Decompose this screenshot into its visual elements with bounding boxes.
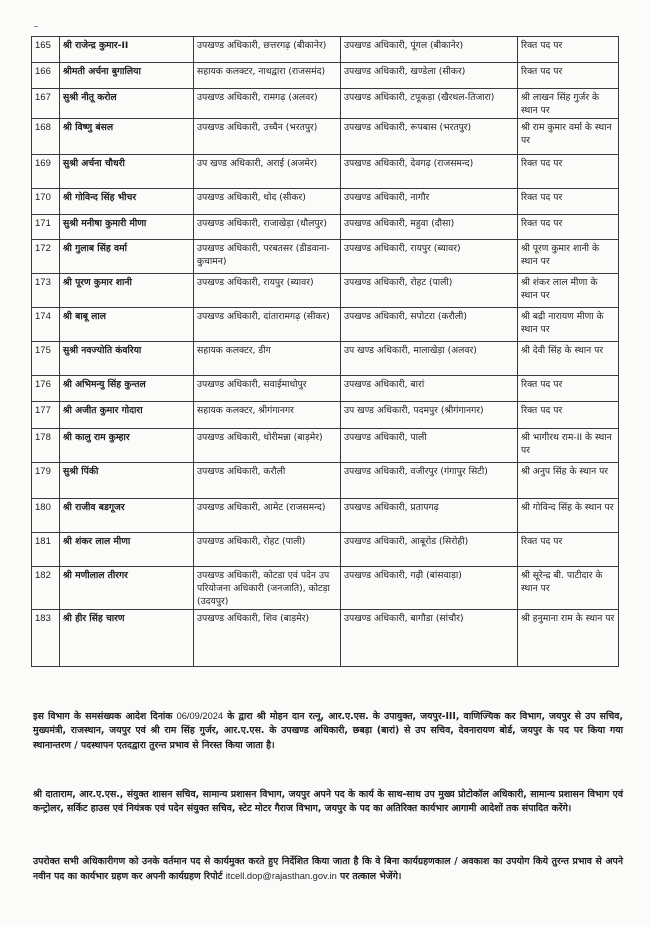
new-post-cell: उपखण्ड अधिकारी, बारां (341, 376, 518, 402)
table-row (32, 376, 619, 402)
current-post-cell: सहायक कलक्टर, श्रीगंगानगर (194, 402, 341, 429)
officer-name-cell: श्री गोविन्द सिंह भीचर (60, 189, 194, 215)
current-post-cell: उपखण्ड अधिकारी, रायपुर (ब्यावर) (194, 274, 341, 308)
new-post-cell: उपखण्ड अधिकारी, रूपबास (भरतपुर) (341, 119, 518, 155)
new-post-cell: उपखण्ड अधिकारी, सपोटरा (करौली) (341, 308, 518, 342)
table-row (32, 155, 619, 189)
new-post-cell: उपखण्ड अधिकारी, वजीरपुर (गंगापुर सिटी) (341, 463, 518, 499)
current-post-cell: उपखण्ड अधिकारी, परबतसर (डीडवाना-कुचामन) (194, 240, 341, 274)
officer-name-cell: श्री मणीलाल तीरगर (60, 567, 194, 610)
serial-number-cell: 173 (32, 274, 60, 308)
table-row (32, 240, 619, 274)
posting-remark-cell: श्री राम कुमार वर्मा के स्थान पर (518, 119, 619, 155)
serial-number-cell: 174 (32, 308, 60, 342)
current-post-cell: उपखण्ड अधिकारी, धोद (सीकर) (194, 189, 341, 215)
officer-name-cell: श्री बाबू लाल (60, 308, 194, 342)
new-post-cell: उपखण्ड अधिकारी, गढ़ी (बांसवाड़ा) (341, 567, 518, 610)
officer-name-cell: श्री पूरण कुमार शानी (60, 274, 194, 308)
new-post-cell: उपखण्ड अधिकारी, रायपुर (ब्यावर) (341, 240, 518, 274)
current-post-cell: उपखण्ड अधिकारी, छत्तरगढ़ (बीकानेर) (194, 37, 341, 63)
table-row (32, 89, 619, 119)
new-post-cell: उपखण्ड अधिकारी, प्रतापगढ़ (341, 499, 518, 533)
serial-number-cell: 170 (32, 189, 60, 215)
table-row (32, 274, 619, 308)
serial-number-cell: 178 (32, 429, 60, 463)
table-row (32, 610, 619, 667)
new-post-cell: उपखण्ड अधिकारी, पाली (341, 429, 518, 463)
current-post-cell: सहायक कलक्टर, नाथद्वारा (राजसमंद) (194, 63, 341, 89)
table-row (32, 402, 619, 429)
current-post-cell: उपखण्ड अधिकारी, आमेट (राजसमन्द) (194, 499, 341, 533)
table-row (32, 567, 619, 610)
posting-remark-cell: श्री अनुप सिंह के स्थान पर (518, 463, 619, 499)
current-post-cell: उपखण्ड अधिकारी, सवाईमाधोपुर (194, 376, 341, 402)
posting-remark-cell: श्री लाखन सिंह गुर्जर के स्थान पर (518, 89, 619, 119)
current-post-cell: उपखण्ड अधिकारी, रोहट (पाली) (194, 533, 341, 567)
posting-remark-cell: श्री बद्री नारायण मीणा के स्थान पर (518, 308, 619, 342)
report-email-link[interactable]: itcell.dop@rajasthan.gov.in (225, 871, 337, 882)
current-post-cell: उप खण्ड अधिकारी, अराई (अजमेर) (194, 155, 341, 189)
additional-charge-paragraph: श्री दाताराम, आर.ए.एस., संयुक्त शासन सचिव, सामान्य प्रशासन विभाग, जयपुर अपने पद के कार्य के साथ-साथ उप मुख्य प्रोटोकॉल अधिकारी, सामान्य प्रशासन विभाग एवं कन्ट्रोलर, सर्किट हाउस एवं नियंत्रक एवं पदेन संयुक्त सचिव, स्टेट मोटर गैराज विभाग, जयपुर के पद का अतिरिक्त कार्यभार आगामी आदेशों तक संपादित करेंगे। (33, 789, 623, 815)
serial-number-cell: 176 (32, 376, 60, 402)
officer-name-cell: श्री विष्णु बंसल (60, 119, 194, 155)
transfer-table-body (32, 37, 619, 667)
table-row (32, 215, 619, 240)
new-post-cell: उपखण्ड अधिकारी, आबूरोड (सिरोही) (341, 533, 518, 567)
officer-name-cell: श्री राजीव बडगूजर (60, 499, 194, 533)
table-row (32, 429, 619, 463)
serial-number-cell: 175 (32, 342, 60, 376)
transfer-table (31, 36, 619, 667)
new-post-cell: उपखण्ड अधिकारी, नागौर (341, 189, 518, 215)
posting-remark-cell: श्री देवी सिंह के स्थान पर (518, 342, 619, 376)
table-row (32, 342, 619, 376)
officer-name-cell: सुश्री पिंकी (60, 463, 194, 499)
officer-name-cell: सुश्री अर्चना चौधरी (60, 155, 194, 189)
new-post-cell: उपखण्ड अधिकारी, महुवा (दौसा) (341, 215, 518, 240)
posting-remark-cell: रिक्त पद पर (518, 402, 619, 429)
posting-remark-cell: रिक्त पद पर (518, 37, 619, 63)
new-post-cell: उपखण्ड अधिकारी, खण्डेला (सीकर) (341, 63, 518, 89)
current-post-cell: उपखण्ड अधिकारी, रामगढ़ (अलवर) (194, 89, 341, 119)
posting-remark-cell: रिक्त पद पर (518, 533, 619, 567)
relieving-text-start: उपरोक्त सभी अधिकारीगण को उनके वर्तमान पद से कार्यमुक्त करते हुए निर्देशित किया जाता है कि वे बिना कार्यग्रहणकाल / अवकाश का उपयोग किये तुरन्त प्रभाव से अपने नवीन पद का कार्यभार ग्रहण कर अपनी कार्यग्रहण रिपोर्ट (33, 856, 623, 883)
posting-remark-cell: रिक्त पद पर (518, 155, 619, 189)
serial-number-cell: 167 (32, 89, 60, 119)
cancellation-text-end: के द्वारा श्री मोहन दान रत्नू, आर.ए.एस. के उपायुक्त, जयपुर-III, वाणिज्यिक कर विभाग, जयपुर से उप सचिव, मुख्यमंत्री, राजस्थान, जयपुर एवं श्री राम सिंह गुर्जर, आर.ए.एस. के उपखण्ड अधिकारी, छबड़ा (बारां) से उप सचिव, देवनारायण बोर्ड, जयपुर के पद पर किया गया स्थानान्तरण / पदस्थापन एतदद्वारा तुरन्त प्रभाव से निरस्त किया जाता है। (33, 711, 623, 751)
serial-number-cell: 165 (32, 37, 60, 63)
table-row (32, 119, 619, 155)
table-row (32, 499, 619, 533)
officer-name-cell: श्री शंकर लाल मीणा (60, 533, 194, 567)
posting-remark-cell: रिक्त पद पर (518, 376, 619, 402)
officer-name-cell: श्री हीर सिंह चारण (60, 610, 194, 667)
posting-remark-cell: श्री पूरण कुमार शानी के स्थान पर (518, 240, 619, 274)
table-row (32, 533, 619, 567)
current-post-cell: उपखण्ड अधिकारी, उच्चैन (भरतपुर) (194, 119, 341, 155)
cancellation-text-start: इस विभाग के समसंख्यक आदेश दिनांक (33, 711, 173, 722)
posting-remark-cell: श्री शंकर लाल मीणा के स्थान पर (518, 274, 619, 308)
relieving-instruction-paragraph (33, 855, 623, 885)
posting-remark-cell: श्री सूरेन्द्र बी. पाटीदार के स्थान पर (518, 567, 619, 610)
current-post-cell: उपखण्ड अधिकारी, धोरीमन्ना (बाड़मेर) (194, 429, 341, 463)
new-post-cell: उप खण्ड अधिकारी, मालाखेड़ा (अलवर) (341, 342, 518, 376)
new-post-cell: उपखण्ड अधिकारी, टपूकड़ा (खैरथल-तिजारा) (341, 89, 518, 119)
table-row (32, 37, 619, 63)
officer-name-cell: सुश्री नवज्योति कंवरिया (60, 342, 194, 376)
serial-number-cell: 168 (32, 119, 60, 155)
table-row (32, 63, 619, 89)
scan-speck (34, 26, 38, 27)
new-post-cell: उप खण्ड अधिकारी, पदमपुर (श्रीगंगानगर) (341, 402, 518, 429)
officer-name-cell: सुश्री मनीषा कुमारी मीणा (60, 215, 194, 240)
posting-remark-cell: श्री गोविन्द सिंह के स्थान पर (518, 499, 619, 533)
serial-number-cell: 179 (32, 463, 60, 499)
serial-number-cell: 172 (32, 240, 60, 274)
posting-remark-cell: रिक्त पद पर (518, 215, 619, 240)
new-post-cell: उपखण्ड अधिकारी, बागौडा (सांचौर) (341, 610, 518, 667)
order-date: 06/09/2024 (176, 711, 224, 721)
current-post-cell: उपखण्ड अधिकारी, दांतारामगढ़ (सीकर) (194, 308, 341, 342)
current-post-cell: उपखण्ड अधिकारी, करौली (194, 463, 341, 499)
officer-name-cell: श्री कालु राम कुम्हार (60, 429, 194, 463)
posting-remark-cell: रिक्त पद पर (518, 63, 619, 89)
cancellation-paragraph (33, 709, 623, 753)
table-row (32, 463, 619, 499)
new-post-cell: उपखण्ड अधिकारी, पूंगल (बीकानेर) (341, 37, 518, 63)
table-row (32, 308, 619, 342)
posting-remark-cell: श्री भागीरथ राम-II के स्थान पर (518, 429, 619, 463)
posting-remark-cell: श्री हनुमाना राम के स्थान पर (518, 610, 619, 667)
serial-number-cell: 166 (32, 63, 60, 89)
current-post-cell: उपखण्ड अधिकारी, शिव (बाड़मेर) (194, 610, 341, 667)
officer-name-cell: श्री राजेन्द्र कुमार-II (60, 37, 194, 63)
table-row (32, 189, 619, 215)
officer-name-cell: श्री गुलाब सिंह वर्मा (60, 240, 194, 274)
serial-number-cell: 180 (32, 499, 60, 533)
serial-number-cell: 177 (32, 402, 60, 429)
new-post-cell: उपखण्ड अधिकारी, रोहट (पाली) (341, 274, 518, 308)
current-post-cell: सहायक कलक्टर, डीग (194, 342, 341, 376)
officer-name-cell: श्री अजीत कुमार गोदारा (60, 402, 194, 429)
new-post-cell: उपखण्ड अधिकारी, देवगढ़ (राजसमन्द) (341, 155, 518, 189)
posting-remark-cell: रिक्त पद पर (518, 189, 619, 215)
officer-name-cell: श्रीमती अर्चना बुगालिया (60, 63, 194, 89)
current-post-cell: उपखण्ड अधिकारी, कोटडा एवं पदेन उप परियोजना अधिकारी (जनजाति), कोटड़ा (उदयपुर) (194, 567, 341, 610)
serial-number-cell: 183 (32, 610, 60, 667)
serial-number-cell: 182 (32, 567, 60, 610)
officer-name-cell: श्री अभिमन्यु सिंह कुन्तल (60, 376, 194, 402)
serial-number-cell: 169 (32, 155, 60, 189)
officer-name-cell: सुश्री नीतू करोल (60, 89, 194, 119)
serial-number-cell: 181 (32, 533, 60, 567)
relieving-text-end: पर तत्काल भेजेंगे। (340, 871, 402, 883)
current-post-cell: उपखण्ड अधिकारी, राजाखेड़ा (धौलपुर) (194, 215, 341, 240)
serial-number-cell: 171 (32, 215, 60, 240)
